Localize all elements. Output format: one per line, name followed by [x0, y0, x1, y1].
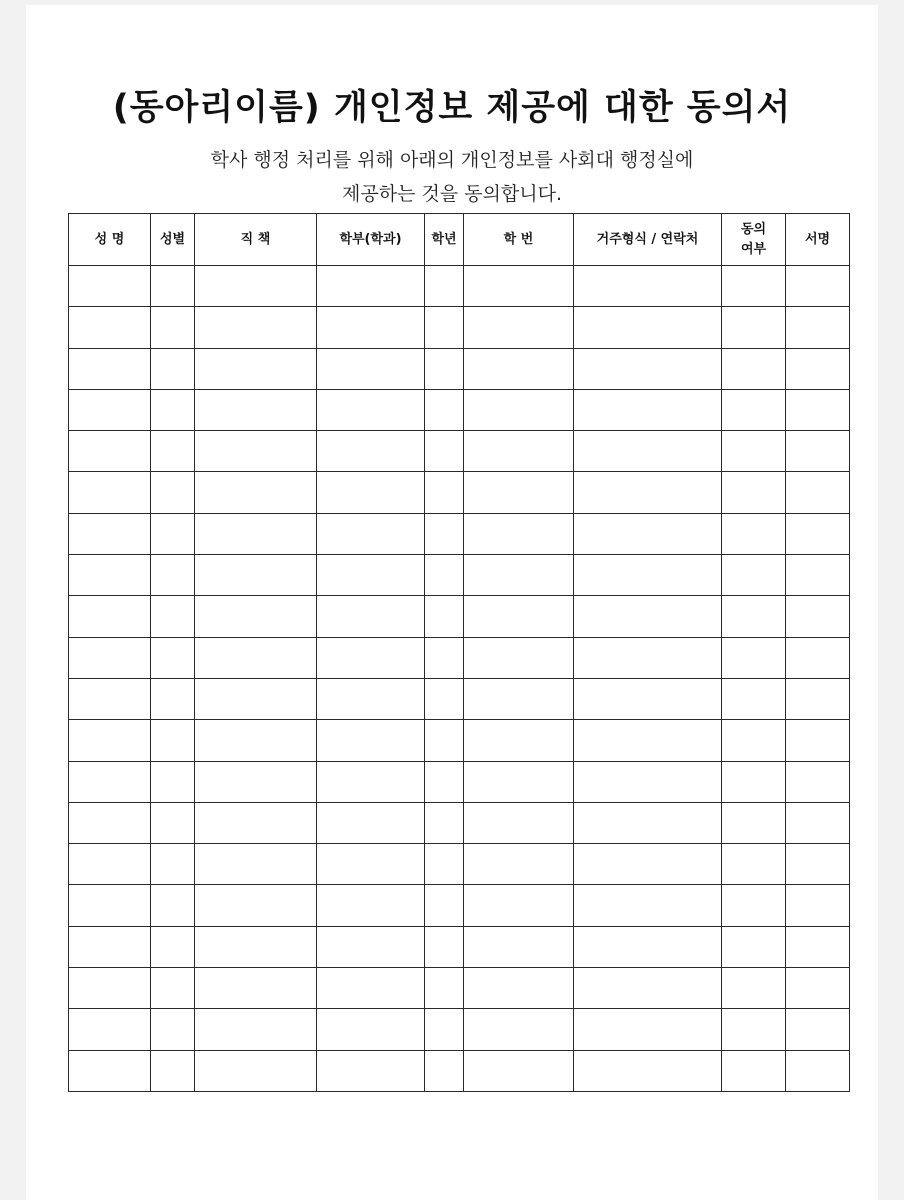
residence-contact-cell[interactable]: [574, 885, 722, 926]
header-signature: 서명: [786, 214, 850, 266]
student-id-cell[interactable]: [464, 266, 574, 307]
residence-contact-cell[interactable]: [574, 596, 722, 637]
department-cell[interactable]: [317, 720, 425, 761]
gender-cell[interactable]: [151, 472, 195, 513]
grade-cell[interactable]: [425, 885, 464, 926]
name-cell[interactable]: [69, 431, 151, 472]
gender-cell[interactable]: [151, 720, 195, 761]
table-row: [69, 885, 850, 926]
gender-cell[interactable]: [151, 761, 195, 802]
student-id-cell[interactable]: [464, 431, 574, 472]
residence-contact-cell[interactable]: [574, 307, 722, 348]
grade-cell[interactable]: [425, 678, 464, 719]
consent-cell[interactable]: [722, 720, 786, 761]
residence-contact-cell[interactable]: [574, 555, 722, 596]
name-cell[interactable]: [69, 472, 151, 513]
grade-cell[interactable]: [425, 1050, 464, 1091]
department-cell[interactable]: [317, 513, 425, 554]
gender-cell[interactable]: [151, 926, 195, 967]
residence-contact-cell[interactable]: [574, 637, 722, 678]
table-row: [69, 348, 850, 389]
position-cell[interactable]: [195, 596, 317, 637]
table-row: [69, 513, 850, 554]
grade-cell[interactable]: [425, 389, 464, 430]
student-id-cell[interactable]: [464, 596, 574, 637]
consent-cell[interactable]: [722, 555, 786, 596]
position-cell[interactable]: [195, 307, 317, 348]
residence-contact-cell[interactable]: [574, 513, 722, 554]
name-cell[interactable]: [69, 1050, 151, 1091]
grade-cell[interactable]: [425, 431, 464, 472]
department-cell[interactable]: [317, 389, 425, 430]
student-id-cell[interactable]: [464, 555, 574, 596]
student-id-cell[interactable]: [464, 926, 574, 967]
consent-cell[interactable]: [722, 637, 786, 678]
header-gender: 성별: [151, 214, 195, 266]
consent-cell[interactable]: [722, 968, 786, 1009]
department-cell[interactable]: [317, 307, 425, 348]
consent-cell[interactable]: [722, 844, 786, 885]
consent-table: [68, 213, 850, 1092]
signature-cell[interactable]: [786, 885, 850, 926]
student-id-cell[interactable]: [464, 1050, 574, 1091]
position-cell[interactable]: [195, 968, 317, 1009]
student-id-cell[interactable]: [464, 637, 574, 678]
table-row: [69, 307, 850, 348]
residence-contact-cell[interactable]: [574, 348, 722, 389]
position-cell[interactable]: [195, 1050, 317, 1091]
department-cell[interactable]: [317, 555, 425, 596]
signature-cell[interactable]: [786, 926, 850, 967]
name-cell[interactable]: [69, 678, 151, 719]
gender-cell[interactable]: [151, 389, 195, 430]
student-id-cell[interactable]: [464, 389, 574, 430]
residence-contact-cell[interactable]: [574, 472, 722, 513]
table-header-row: [69, 214, 850, 266]
table-row: [69, 844, 850, 885]
position-cell[interactable]: [195, 431, 317, 472]
gender-cell[interactable]: [151, 596, 195, 637]
grade-cell[interactable]: [425, 802, 464, 843]
consent-cell[interactable]: [722, 348, 786, 389]
consent-cell[interactable]: [722, 678, 786, 719]
signature-cell[interactable]: [786, 389, 850, 430]
signature-cell[interactable]: [786, 513, 850, 554]
header-grade: 학년: [425, 214, 464, 266]
consent-cell[interactable]: [722, 389, 786, 430]
name-cell[interactable]: [69, 720, 151, 761]
residence-contact-cell[interactable]: [574, 761, 722, 802]
gender-cell[interactable]: [151, 844, 195, 885]
grade-cell[interactable]: [425, 720, 464, 761]
signature-cell[interactable]: [786, 968, 850, 1009]
department-cell[interactable]: [317, 761, 425, 802]
department-cell[interactable]: [317, 844, 425, 885]
table-row: [69, 266, 850, 307]
residence-contact-cell[interactable]: [574, 1009, 722, 1050]
position-cell[interactable]: [195, 389, 317, 430]
student-id-cell[interactable]: [464, 802, 574, 843]
student-id-cell[interactable]: [464, 720, 574, 761]
name-cell[interactable]: [69, 513, 151, 554]
position-cell[interactable]: [195, 761, 317, 802]
form-title: (동아리이름) 개인정보 제공에 대한 동의서: [112, 88, 792, 128]
signature-cell[interactable]: [786, 761, 850, 802]
department-cell[interactable]: [317, 1009, 425, 1050]
consent-form-page: [26, 5, 878, 1200]
department-cell[interactable]: [317, 348, 425, 389]
signature-cell[interactable]: [786, 307, 850, 348]
table-row: [69, 1009, 850, 1050]
student-id-cell[interactable]: [464, 885, 574, 926]
department-cell[interactable]: [317, 678, 425, 719]
residence-contact-cell[interactable]: [574, 266, 722, 307]
signature-cell[interactable]: [786, 1050, 850, 1091]
residence-contact-cell[interactable]: [574, 431, 722, 472]
signature-cell[interactable]: [786, 472, 850, 513]
position-cell[interactable]: [195, 637, 317, 678]
header-student-id: 학 번: [464, 214, 574, 266]
signature-cell[interactable]: [786, 802, 850, 843]
gender-cell[interactable]: [151, 513, 195, 554]
form-intro: [26, 143, 878, 211]
table-row: [69, 637, 850, 678]
signature-cell[interactable]: [786, 431, 850, 472]
consent-cell[interactable]: [722, 885, 786, 926]
consent-cell[interactable]: [722, 266, 786, 307]
gender-cell[interactable]: [151, 266, 195, 307]
student-id-cell[interactable]: [464, 678, 574, 719]
grade-cell[interactable]: [425, 513, 464, 554]
gender-cell[interactable]: [151, 307, 195, 348]
name-cell[interactable]: [69, 555, 151, 596]
signature-cell[interactable]: [786, 720, 850, 761]
position-cell[interactable]: [195, 926, 317, 967]
consent-cell[interactable]: [722, 472, 786, 513]
student-id-cell[interactable]: [464, 761, 574, 802]
name-cell[interactable]: [69, 968, 151, 1009]
department-cell[interactable]: [317, 802, 425, 843]
residence-contact-cell[interactable]: [574, 844, 722, 885]
name-cell[interactable]: [69, 885, 151, 926]
student-id-cell[interactable]: [464, 348, 574, 389]
residence-contact-cell[interactable]: [574, 720, 722, 761]
header-department: 학부(학과): [317, 214, 425, 266]
position-cell[interactable]: [195, 348, 317, 389]
table-row: [69, 720, 850, 761]
consent-cell[interactable]: [722, 802, 786, 843]
table-row: [69, 431, 850, 472]
signature-cell[interactable]: [786, 555, 850, 596]
table-body: [69, 266, 850, 1092]
signature-cell[interactable]: [786, 637, 850, 678]
residence-contact-cell[interactable]: [574, 678, 722, 719]
position-cell[interactable]: [195, 266, 317, 307]
name-cell[interactable]: [69, 307, 151, 348]
department-cell[interactable]: [317, 596, 425, 637]
grade-cell[interactable]: [425, 637, 464, 678]
signature-cell[interactable]: [786, 348, 850, 389]
residence-contact-cell[interactable]: [574, 802, 722, 843]
signature-cell[interactable]: [786, 1009, 850, 1050]
gender-cell[interactable]: [151, 802, 195, 843]
name-cell[interactable]: [69, 761, 151, 802]
position-cell[interactable]: [195, 513, 317, 554]
gender-cell[interactable]: [151, 555, 195, 596]
header-consent: 동의 여부: [722, 214, 786, 266]
department-cell[interactable]: [317, 431, 425, 472]
gender-cell[interactable]: [151, 885, 195, 926]
name-cell[interactable]: [69, 348, 151, 389]
grade-cell[interactable]: [425, 761, 464, 802]
name-cell[interactable]: [69, 1009, 151, 1050]
residence-contact-cell[interactable]: [574, 1050, 722, 1091]
signature-cell[interactable]: [786, 266, 850, 307]
student-id-cell[interactable]: [464, 513, 574, 554]
table-row: [69, 596, 850, 637]
position-cell[interactable]: [195, 802, 317, 843]
student-id-cell[interactable]: [464, 472, 574, 513]
name-cell[interactable]: [69, 266, 151, 307]
grade-cell[interactable]: [425, 266, 464, 307]
table-row: [69, 472, 850, 513]
grade-cell[interactable]: [425, 1009, 464, 1050]
table-row: [69, 555, 850, 596]
department-cell[interactable]: [317, 472, 425, 513]
table-row: [69, 761, 850, 802]
table-row: [69, 968, 850, 1009]
residence-contact-cell[interactable]: [574, 926, 722, 967]
consent-cell[interactable]: [722, 761, 786, 802]
name-cell[interactable]: [69, 802, 151, 843]
consent-cell[interactable]: [722, 307, 786, 348]
gender-cell[interactable]: [151, 1009, 195, 1050]
grade-cell[interactable]: [425, 926, 464, 967]
name-cell[interactable]: [69, 926, 151, 967]
grade-cell[interactable]: [425, 348, 464, 389]
table-row: [69, 802, 850, 843]
department-cell[interactable]: [317, 968, 425, 1009]
header-name: 성 명: [69, 214, 151, 266]
name-cell[interactable]: [69, 844, 151, 885]
grade-cell[interactable]: [425, 844, 464, 885]
department-cell[interactable]: [317, 637, 425, 678]
position-cell[interactable]: [195, 885, 317, 926]
consent-cell[interactable]: [722, 596, 786, 637]
grade-cell[interactable]: [425, 555, 464, 596]
department-cell[interactable]: [317, 926, 425, 967]
table-row: [69, 678, 850, 719]
header-residence-contact: 거주형식 / 연락처: [574, 214, 722, 266]
department-cell[interactable]: [317, 885, 425, 926]
gender-cell[interactable]: [151, 348, 195, 389]
signature-cell[interactable]: [786, 678, 850, 719]
consent-cell[interactable]: [722, 1050, 786, 1091]
position-cell[interactable]: [195, 844, 317, 885]
gender-cell[interactable]: [151, 637, 195, 678]
consent-cell[interactable]: [722, 1009, 786, 1050]
consent-cell[interactable]: [722, 513, 786, 554]
name-cell[interactable]: [69, 596, 151, 637]
student-id-cell[interactable]: [464, 1009, 574, 1050]
signature-cell[interactable]: [786, 596, 850, 637]
grade-cell[interactable]: [425, 968, 464, 1009]
consent-cell[interactable]: [722, 431, 786, 472]
header-position: 직 책: [195, 214, 317, 266]
table-row: [69, 1050, 850, 1091]
signature-cell[interactable]: [786, 844, 850, 885]
residence-contact-cell[interactable]: [574, 968, 722, 1009]
gender-cell[interactable]: [151, 431, 195, 472]
student-id-cell[interactable]: [464, 968, 574, 1009]
position-cell[interactable]: [195, 1009, 317, 1050]
student-id-cell[interactable]: [464, 844, 574, 885]
position-cell[interactable]: [195, 472, 317, 513]
name-cell[interactable]: [69, 389, 151, 430]
table-row: [69, 389, 850, 430]
position-cell[interactable]: [195, 678, 317, 719]
residence-contact-cell[interactable]: [574, 389, 722, 430]
intro-line-2: 제공하는 것을 동의합니다.: [341, 183, 562, 205]
gender-cell[interactable]: [151, 1050, 195, 1091]
department-cell[interactable]: [317, 266, 425, 307]
position-cell[interactable]: [195, 555, 317, 596]
department-cell[interactable]: [317, 1050, 425, 1091]
consent-cell[interactable]: [722, 926, 786, 967]
gender-cell[interactable]: [151, 968, 195, 1009]
grade-cell[interactable]: [425, 596, 464, 637]
table-row: [69, 926, 850, 967]
gender-cell[interactable]: [151, 678, 195, 719]
position-cell[interactable]: [195, 720, 317, 761]
intro-line-1: 학사 행정 처리를 위해 아래의 개인정보를 사회대 행정실에: [210, 149, 694, 171]
grade-cell[interactable]: [425, 472, 464, 513]
student-id-cell[interactable]: [464, 307, 574, 348]
grade-cell[interactable]: [425, 307, 464, 348]
name-cell[interactable]: [69, 637, 151, 678]
